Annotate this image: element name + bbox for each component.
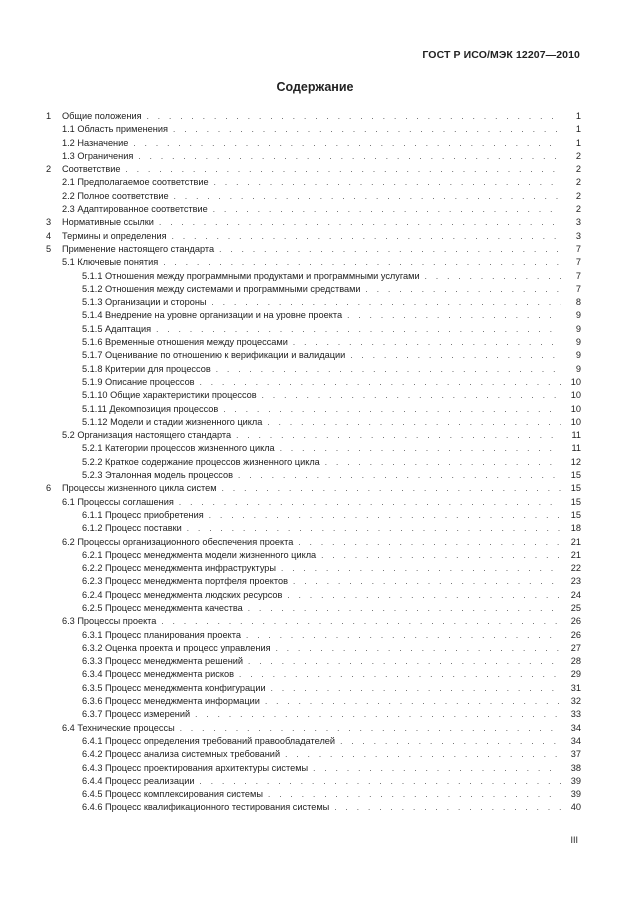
toc-entry-label: 6.3.6 Процесс менеджмента информации [82,696,260,707]
toc-entry-label: 6.3.3 Процесс менеджмента решений [82,656,244,667]
toc-entry[interactable] [0,682,630,695]
toc-entry-label: Термины и определения [62,230,167,241]
toc-entry-page: 7 [575,243,581,254]
toc-entry-line [62,230,581,243]
toc-entry[interactable] [0,482,630,495]
toc-entry-page: 2 [575,177,581,188]
toc-leader-dots [161,615,561,628]
toc-entry-line [82,575,581,588]
toc-entry[interactable] [0,522,630,535]
toc-entry-label: 5.1.5 Адаптация [82,323,152,334]
toc-entry-line [62,536,581,549]
toc-entry-line [82,589,581,602]
toc-entry[interactable] [0,549,630,562]
toc-entry[interactable] [0,137,630,150]
toc-entry-line [82,762,581,775]
toc-entry-label: 6.2.4 Процесс менеджмента людских ресурсов [82,589,283,600]
toc-entry-line [82,695,581,708]
toc-entry[interactable] [0,403,630,416]
toc-leader-dots [267,416,561,429]
toc-entry-page: 11 [571,430,581,441]
toc-entry-line [62,243,581,256]
toc-entry-line [62,110,581,123]
toc-entry-line [62,496,581,509]
toc-entry-line [62,123,581,136]
toc-entry-label: 1.2 Назначение [62,137,129,148]
toc-leader-dots [334,801,561,814]
toc-entry-page: 10 [570,390,581,401]
toc-entry[interactable] [0,243,630,256]
toc-entry-label: 6.4.3 Процесс проектирования архитектуры системы [82,762,309,773]
toc-entry-page: 15 [570,483,581,494]
toc-entry[interactable] [0,655,630,668]
toc-entry-label: Нормативные ссылки [62,217,154,228]
toc-entry-page: 29 [570,669,581,680]
toc-entry-label: 5.1.4 Внедрение на уровне организации и на уровне проекта [82,310,343,321]
toc-entry[interactable] [0,456,630,469]
toc-leader-dots [147,110,561,123]
toc-entry-label: 5.2 Организация настоящего стандарта [62,430,232,441]
toc-entry[interactable] [0,203,630,216]
toc-entry-page: 39 [570,789,581,800]
toc-entry[interactable] [0,110,630,123]
toc-leader-dots [187,522,561,535]
toc-entry-label: 5.1.11 Декомпозиция процессов [82,403,219,414]
toc-leader-dots [174,190,561,203]
toc-entry-line [82,403,581,416]
toc-entry-line [62,482,581,495]
toc-leader-dots [179,496,561,509]
toc-leader-dots [236,429,561,442]
toc-entry-number: 4 [46,230,52,241]
toc-entry-label: 6.4.2 Процесс анализа системных требований [82,749,281,760]
toc-entry[interactable] [0,150,630,163]
toc-leader-dots [425,270,561,283]
toc-entry-page: 15 [570,470,581,481]
toc-entry-line [82,549,581,562]
toc-entry[interactable] [0,788,630,801]
toc-entry-page: 23 [570,576,581,587]
toc-leader-dots [313,762,561,775]
toc-entry-page: 24 [570,589,581,600]
toc-entry-page: 2 [575,190,581,201]
toc-leader-dots [268,788,561,801]
toc-entry[interactable] [0,775,630,788]
toc-entry-label: 6.2.2 Процесс менеджмента инфраструктуры [82,563,277,574]
toc-entry-line [62,163,581,176]
toc-entry[interactable] [0,349,630,362]
toc-entry[interactable] [0,363,630,376]
toc-entry-label: 5.1.12 Модели и стадии жизненного цикла [82,416,263,427]
toc-entry[interactable] [0,602,630,615]
toc-entry[interactable] [0,376,630,389]
toc-leader-dots [347,309,561,322]
toc-entry[interactable] [0,536,630,549]
toc-entry[interactable] [0,615,630,628]
toc-entry[interactable] [0,589,630,602]
toc-entry-number: 5 [46,243,52,254]
toc-leader-dots [246,629,561,642]
toc-entry-line [62,137,581,150]
toc-entry-label: 5.2.1 Категории процессов жизненного цикла [82,443,275,454]
toc-entry[interactable] [0,309,630,322]
toc-entry-label: 5.2.3 Эталонная модель процессов [82,470,233,481]
toc-entry-line [82,735,581,748]
toc-entry-label: 6.4.5 Процесс комплексирования системы [82,789,263,800]
toc-leader-dots [212,296,562,309]
toc-entry-label: 6.3.5 Процесс менеджмента конфигурации [82,682,266,693]
toc-entry-line [82,788,581,801]
toc-leader-dots [133,137,561,150]
toc-entry-page: 10 [570,403,581,414]
toc-entry-line [82,682,581,695]
toc-entry-page: 9 [575,363,581,374]
toc-entry-page: 25 [570,602,581,613]
toc-entry-label: 1.1 Область применения [62,124,168,135]
toc-entry[interactable] [0,762,630,775]
toc-entry-line [82,708,581,721]
toc-entry-page: 12 [570,456,581,467]
toc-leader-dots [340,735,561,748]
toc-entry[interactable] [0,722,630,735]
toc-leader-dots [298,536,561,549]
toc-entry-line [62,150,581,163]
toc-entry-page: 38 [570,762,581,773]
toc-entry[interactable] [0,163,630,176]
toc-entry-line [82,522,581,535]
toc-entry[interactable] [0,429,630,442]
toc-entry-page: 34 [570,722,581,733]
toc-entry-line [82,469,581,482]
toc-leader-dots [293,336,561,349]
toc-entry-label: Применение настоящего стандарта [62,243,215,254]
toc-leader-dots [219,243,561,256]
toc-entry-line [82,376,581,389]
toc-entry-page: 15 [570,509,581,520]
toc-entry[interactable] [0,496,630,509]
toc-entry[interactable] [0,562,630,575]
toc-entry-label: 6.1.2 Процесс поставки [82,523,182,534]
toc-entry-page: 9 [575,323,581,334]
toc-entry-page: 26 [570,629,581,640]
toc-leader-dots [223,403,561,416]
toc-leader-dots [271,682,561,695]
toc-leader-dots [200,376,561,389]
toc-entry-line [82,323,581,336]
toc-entry-label: 6.2.3 Процесс менеджмента портфеля проектов [82,576,288,587]
toc-entry-page: 22 [570,563,581,574]
toc-entry-page: 2 [575,164,581,175]
toc-entry-line [82,349,581,362]
toc-entry-line [82,270,581,283]
toc-entry-label: 6.2 Процессы организационного обеспечения проекта [62,536,294,547]
toc-entry[interactable] [0,469,630,482]
toc-entry-line [82,363,581,376]
toc-entry-page: 2 [575,150,581,161]
toc-entry-label: 6.1.1 Процесс приобретения [82,509,204,520]
toc-entry[interactable] [0,323,630,336]
toc-entry[interactable] [0,416,630,429]
toc-entry-line [82,509,581,522]
toc-entry-number: 1 [46,111,52,121]
toc-entry-number: 6 [46,483,52,494]
toc-entry-page: 11 [571,443,581,454]
toc-entry[interactable] [0,575,630,588]
toc-entry-label: 5.1.10 Общие характеристики процессов [82,390,257,401]
document-header: ГОСТ Р ИСО/МЭК 12207—2010 [422,49,580,61]
toc-leader-dots [285,748,561,761]
toc-leader-dots [239,668,561,681]
toc-entry-page: 26 [570,616,581,627]
toc-leader-dots [172,230,561,243]
toc-entry-line [62,216,581,229]
toc-leader-dots [248,602,561,615]
toc-entry-label: 2.1 Предполагаемое соответствие [62,177,209,188]
toc-leader-dots [125,163,561,176]
toc-entry-page: 21 [570,536,581,547]
toc-entry-page: 7 [575,283,581,294]
toc-leader-dots [216,363,561,376]
toc-entry-page: 3 [575,217,581,228]
toc-leader-dots [276,642,561,655]
toc-entry[interactable] [0,509,630,522]
toc-entry-line [82,655,581,668]
toc-entry-page: 39 [570,775,581,786]
toc-entry[interactable] [0,801,630,814]
toc-entry-label: 6.3 Процессы проекта [62,616,157,627]
toc-entry[interactable] [0,629,630,642]
toc-entry-line [62,615,581,628]
toc-entry-page: 3 [575,230,581,241]
toc-entry-line [62,203,581,216]
toc-entry[interactable] [0,695,630,708]
toc-entry-label: 6.3.7 Процесс измерений [82,709,191,720]
toc-entry-label: 5.1.2 Отношения между системами и программными средствами [82,283,361,294]
toc-entry-page: 9 [575,350,581,361]
toc-entry-page: 7 [575,257,581,268]
toc-leader-dots [248,655,561,668]
toc-entry-line [82,309,581,322]
toc-leader-dots [156,323,561,336]
toc-entry-page: 40 [570,802,581,813]
toc-entry-label: 6.4 Технические процессы [62,722,175,733]
toc-entry[interactable] [0,216,630,229]
toc-entry-page: 1 [575,124,581,135]
toc-entry-page: 37 [570,749,581,760]
toc-leader-dots [287,589,561,602]
page-title: Содержание [276,80,354,94]
toc-entry-label: 2.3 Адаптированное соответствие [62,204,208,215]
toc-leader-dots [350,349,561,362]
toc-entry-line [82,416,581,429]
toc-entry[interactable] [0,296,630,309]
toc-leader-dots [173,123,561,136]
toc-entry-label: 6.1 Процессы соглашения [62,496,174,507]
toc-entry-page: 9 [575,310,581,321]
toc-entry-label: 6.4.4 Процесс реализации [82,775,195,786]
toc-leader-dots [280,442,561,455]
toc-leader-dots [180,722,561,735]
toc-entry[interactable] [0,748,630,761]
toc-entry-label: 5.2.2 Краткое содержание процессов жизненного цикла [82,456,320,467]
toc-entry-page: 10 [570,376,581,387]
toc-leader-dots [262,389,561,402]
toc-entry-label: 6.2.5 Процесс менеджмента качества [82,602,243,613]
toc-entry-label: 5.1.1 Отношения между программными продуктами и программными услугами [82,270,420,281]
toc-leader-dots [163,256,561,269]
toc-leader-dots [238,469,561,482]
toc-entry-label: 5.1.6 Временные отношения между процессами [82,337,288,348]
toc-entry-label: 6.2.1 Процесс менеджмента модели жизненного цикла [82,549,317,560]
toc-entry-page: 33 [570,709,581,720]
toc-entry-line [62,256,581,269]
toc-entry-line [82,775,581,788]
toc-entry-page: 21 [570,549,581,560]
toc-entry-line [82,296,581,309]
toc-entry-line [62,190,581,203]
toc-leader-dots [159,216,561,229]
toc-entry-page: 7 [575,270,581,281]
toc-entry-page: 15 [570,496,581,507]
toc-entry-label: 5.1.8 Критерии для процессов [82,363,211,374]
toc-entry[interactable] [0,256,630,269]
toc-entry[interactable] [0,230,630,243]
toc-entry-line [82,642,581,655]
toc-entry-label: Соответствие [62,164,121,175]
toc-entry[interactable] [0,190,630,203]
toc-entry-page: 9 [575,337,581,348]
toc-entry-page: 1 [575,111,581,121]
toc-entry[interactable] [0,735,630,748]
toc-entry[interactable] [0,708,630,721]
toc-entry[interactable] [0,123,630,136]
toc-entry-label: 6.4.6 Процесс квалификационного тестирования системы [82,802,330,813]
toc-entry-number: 2 [46,164,52,175]
toc-entry-label: Процессы жизненного цикла систем [62,483,217,494]
toc-leader-dots [222,482,561,495]
toc-entry-page: 2 [575,204,581,215]
toc-entry-line [62,429,581,442]
toc-leader-dots [200,775,562,788]
toc-entry-line [82,283,581,296]
toc-leader-dots [195,708,561,721]
toc-entry-label: 5.1.7 Оценивание по отношению к верификации и валидации [82,350,346,361]
toc-entry[interactable] [0,442,630,455]
toc-leader-dots [321,549,561,562]
toc-entry-label: 6.3.1 Процесс планирования проекта [82,629,241,640]
toc-entry-label: 6.3.4 Процесс менеджмента рисков [82,669,234,680]
toc-entry-page: 34 [570,735,581,746]
toc-leader-dots [281,562,561,575]
page-number: III [570,835,578,845]
toc-entry[interactable] [0,389,630,402]
toc-leader-dots [138,150,561,163]
toc-entry-page: 18 [570,523,581,534]
toc-entry-label: 5.1.3 Организации и стороны [82,297,207,308]
toc-entry-label: 5.1.9 Описание процессов [82,376,195,387]
toc-entry-page: 28 [570,656,581,667]
toc-entry-page: 10 [570,416,581,427]
toc-entry-line [82,562,581,575]
toc-entry-line [82,602,581,615]
toc-entry-line [82,442,581,455]
toc-entry-page: 27 [570,642,581,653]
toc-entry[interactable] [0,668,630,681]
toc-entry-number: 3 [46,217,52,228]
toc-entry[interactable] [0,283,630,296]
toc-entry-line [82,668,581,681]
toc-entry-line [62,722,581,735]
toc-entry-line [82,801,581,814]
toc-entry-line [82,389,581,402]
toc-entry-line [82,336,581,349]
toc-leader-dots [209,509,561,522]
toc-entry-label: 5.1 Ключевые понятия [62,257,159,268]
table-of-contents [0,110,630,815]
toc-entry-line [82,629,581,642]
toc-entry-page: 32 [570,696,581,707]
toc-entry-label: 6.4.1 Процесс определения требований правообладателей [82,735,336,746]
toc-leader-dots [366,283,561,296]
toc-entry-label: 2.2 Полное соответствие [62,190,169,201]
toc-leader-dots [213,203,561,216]
toc-entry-label: 1.3 Ограничения [62,150,134,161]
toc-entry-label: Общие положения [62,111,142,121]
toc-entry-page: 8 [575,297,581,308]
toc-entry-line [82,748,581,761]
toc-entry-page: 1 [575,137,581,148]
toc-entry-page: 31 [570,682,581,693]
toc-entry[interactable] [0,176,630,189]
toc-leader-dots [265,695,561,708]
toc-entry-line [62,176,581,189]
toc-leader-dots [293,575,561,588]
toc-entry[interactable] [0,642,630,655]
toc-leader-dots [214,176,561,189]
toc-entry-label: 6.3.2 Оценка проекта и процесс управления [82,642,271,653]
toc-entry-line [82,456,581,469]
toc-leader-dots [325,456,561,469]
toc-entry[interactable] [0,270,630,283]
toc-entry[interactable] [0,336,630,349]
